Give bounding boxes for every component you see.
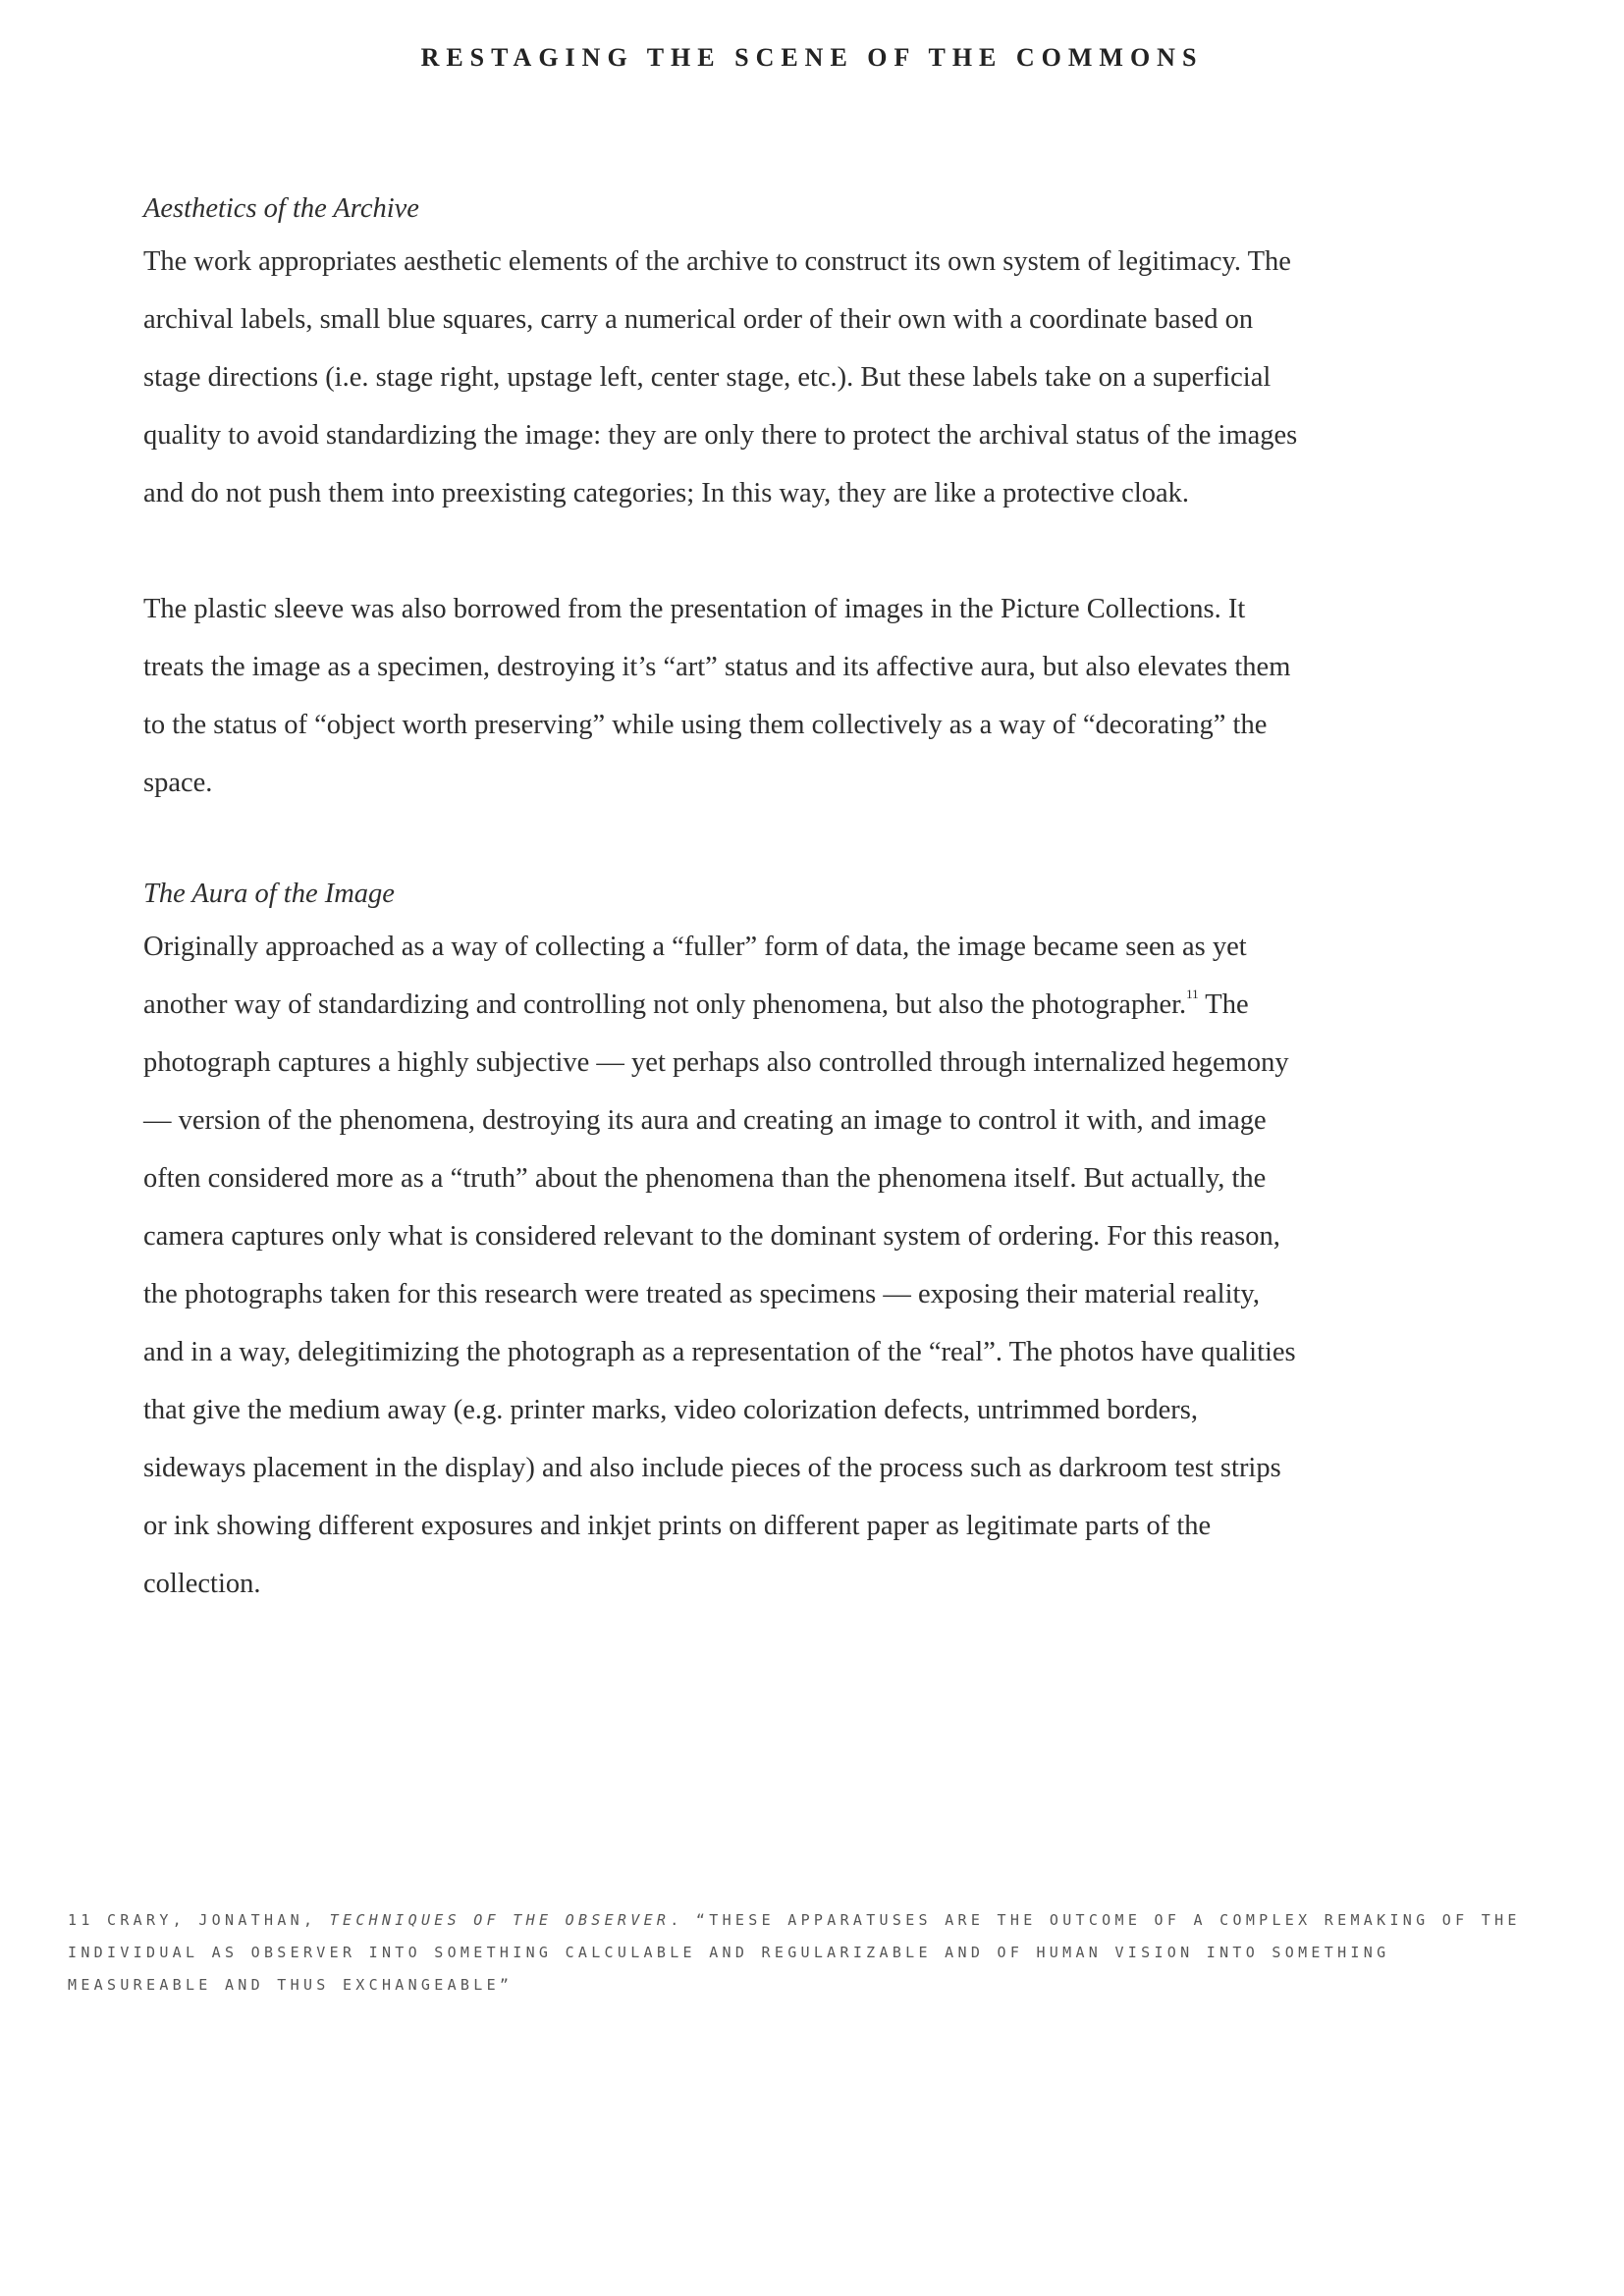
footnote	[68, 1904, 1521, 2002]
section-heading-archive: Aesthetics of the Archive	[143, 193, 419, 224]
page-title: RESTAGING THE SCENE OF THE COMMONS	[420, 43, 1204, 72]
paragraph-spacer	[143, 812, 1302, 870]
section-heading-aura: The Aura of the Image	[143, 879, 395, 909]
footnote-title: TECHNIQUES OF THE OBSERVER	[329, 1911, 671, 1929]
footnote-quote: . “THESE APPARATUSES ARE THE OUTCOME OF A COMPLEX REMAKING OF THE INDIVIDUAL AS OBSERVER INTO SOMETHING CALCULABLE AND REGULARIZABLE AND OF HUMAN VISION INTO SOMETHING MEASUREABLE AND THUS EXCHANGEABLE”	[68, 1911, 1521, 1994]
paragraph-archive-labels: The work appropriates aesthetic elements of the archive to construct its own system of legitimacy. The archival labels, small blue squares, carry a numerical order of their own with a coordinate based on stage directions (i.e. stage right, upstage left, center stage, etc.). But these labels take on a superficial quality to avoid standardizing the image: they are only there to protect the archival status of the images and do not push them into preexisting categories; In this way, they are like a protective cloak.	[143, 246, 1298, 508]
paragraph-aura-of-image	[143, 918, 1302, 1613]
paragraph-aura-text-end: The photograph captures a highly subjective — yet perhaps also controlled through internalized hegemony — version of the phenomena, destroying its aura and creating an image to control it with, and image often considered more as a “truth” about the phenomena than the phenomena itself. But actually, the camera captures only what is considered relevant to the dominant system of ordering. For this reason, the photographs taken for this research were treated as specimens — exposing their material reality, and in a way, delegitimizing the photograph as a representation of the “real”. The photos have qualities that give the medium away (e.g. printer marks, video colorization defects, untrimmed borders, sideways placement in the display) and also include pieces of the process such as darkroom test strips or ink showing different exposures and inkjet prints on different paper as legitimate parts of the collection.	[143, 989, 1296, 1599]
footnote-reference: 11	[1186, 987, 1199, 1001]
paragraph-spacer	[143, 522, 1302, 580]
article-body	[143, 185, 1302, 1613]
paragraph-aura-text-start: Originally approached as a way of collecting a “fuller” form of data, the image became seen as yet another way of standardizing and controlling not only phenomena, but also the photographer.	[143, 932, 1247, 1020]
footnote-author: CRARY, JONATHAN,	[107, 1911, 317, 1929]
paragraph-plastic-sleeve: The plastic sleeve was also borrowed from the presentation of images in the Picture Collections. It treats the image as a specimen, destroying it’s “art” status and its affective aura, but also elevates them to the status of “object worth preserving” while using them collectively as a way of “decorating” the space.	[143, 594, 1291, 798]
footnote-number: 11	[68, 1911, 94, 1929]
